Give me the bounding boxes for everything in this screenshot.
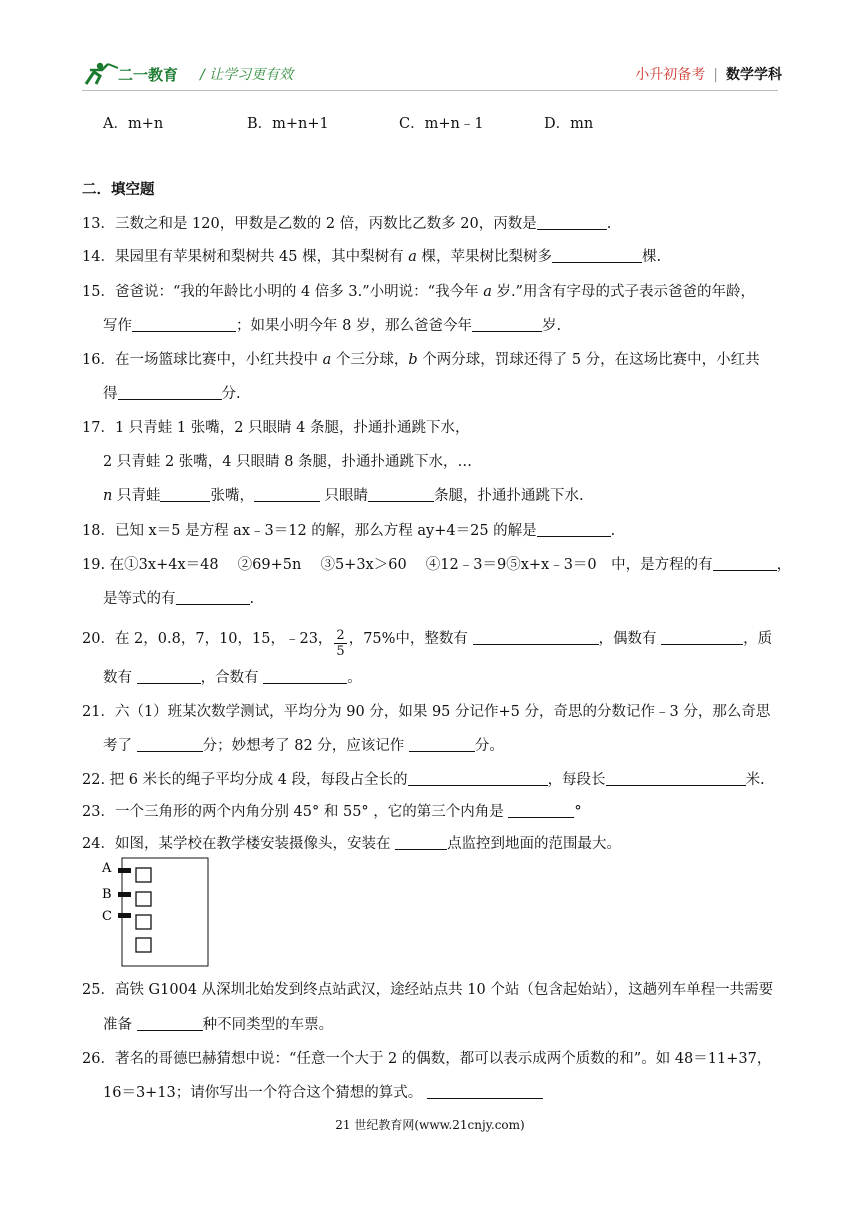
q19-blank-2[interactable] — [176, 590, 250, 605]
building-camera-diagram — [100, 856, 210, 968]
question-22 — [82, 768, 765, 789]
option-d: D．mn — [544, 116, 594, 132]
question-24 — [82, 832, 621, 853]
q20-fraction — [334, 628, 346, 659]
q20-text-g: 。 — [347, 670, 362, 686]
q20-blank-3[interactable] — [137, 669, 201, 684]
q17-var: n — [103, 488, 113, 504]
q20-blank-1[interactable] — [473, 630, 599, 645]
q17-text-b: 张嘴， — [210, 488, 254, 504]
q23-text-b: ° — [574, 804, 582, 820]
q21-text-c: 分。 — [474, 738, 504, 754]
q19-text-b: ， — [776, 557, 792, 573]
q16-text-e: 分. — [221, 386, 241, 402]
logo-icon — [82, 58, 192, 88]
page-footer: 21 世纪教育网(www.21cnjy.com) — [335, 1118, 525, 1132]
option-c: C．m+n﹣1 — [399, 116, 484, 132]
q15-blank-2[interactable] — [472, 317, 542, 332]
q20-text-b: ，75%中，整数有 — [348, 631, 473, 647]
q16-blank[interactable] — [118, 385, 222, 400]
question-14 — [82, 245, 661, 266]
q17-text-c: 只眼睛 — [319, 488, 369, 504]
q18-end: . — [610, 523, 616, 539]
q16-var-a: a — [322, 352, 332, 368]
q20-text-a: 20．在 2，0.8，7，10，15，﹣23， — [82, 631, 333, 647]
q13-blank[interactable] — [537, 215, 607, 230]
q25-text-b: 种不同类型的车票。 — [202, 1017, 334, 1033]
q15-text-e: 岁. — [541, 318, 562, 334]
question-13 — [82, 212, 611, 233]
q16-text-d: 得 — [103, 386, 118, 402]
header-tag-left: 小升初备考 — [635, 67, 706, 83]
q15-text-b: 岁.”用含有字母的式子表示爸爸的年龄， — [491, 284, 755, 300]
q15-text-c: 写作 — [103, 318, 132, 334]
q23-blank[interactable] — [508, 803, 574, 818]
q17-text-d: 条腿，扑通扑通跳下水. — [434, 488, 584, 504]
q14-end: 棵. — [642, 249, 662, 265]
q16-text-c: 个两分球，罚球还得了 5 分，在这场比赛中，小红共 — [417, 352, 760, 368]
svg-text:二一教育: 二一教育 — [118, 66, 179, 84]
label-c: C — [102, 909, 112, 924]
question-21-line-2 — [103, 734, 504, 755]
header-tags — [635, 64, 782, 84]
q20-blank-4[interactable] — [263, 669, 347, 684]
question-20-line-2 — [103, 666, 362, 687]
header-divider — [82, 90, 778, 91]
header-tag-right: 数学学科 — [726, 67, 782, 83]
q26-text: 16＝3+13；请你写出一个符合这个猜想的算式。 — [103, 1085, 427, 1101]
q14-text-a: 14．果园里有苹果树和梨树共 45 棵，其中梨树有 — [82, 249, 409, 265]
q19-text-d: . — [249, 591, 255, 607]
q15-blank-1[interactable] — [132, 317, 236, 332]
question-25-line-2 — [103, 1013, 333, 1034]
q13-text: 13．三数之和是 120，甲数是乙数的 2 倍，丙数比乙数多 20，丙数是 — [82, 216, 537, 232]
page-header — [82, 58, 782, 88]
question-23 — [82, 800, 582, 821]
q14-blank[interactable] — [552, 248, 642, 263]
fraction-denominator: 5 — [336, 644, 345, 659]
question-15-line-2 — [103, 314, 561, 335]
q21-blank-1[interactable] — [137, 737, 203, 752]
q22-blank-2[interactable] — [606, 771, 746, 786]
q19-text-a: 19. 在①3x+4x＝48 ②69+5n ③5+3x＞60 ④12﹣3＝9⑤x+x﹣3＝0 中，是方程的有 — [82, 557, 713, 573]
q20-text-f: ，合数有 — [200, 670, 264, 686]
q20-blank-2[interactable] — [661, 630, 743, 645]
question-17-line-1: 17．1 只青蛙 1 张嘴，2 只眼睛 4 条腿，扑通扑通跳下水， — [82, 420, 470, 436]
q25-blank[interactable] — [137, 1016, 203, 1031]
q24-blank[interactable] — [395, 835, 447, 850]
q15-var: a — [483, 284, 492, 300]
header-separator: | — [713, 67, 718, 83]
q24-text-b: 点监控到地面的范围最大。 — [447, 836, 622, 852]
question-21-line-1: 21．六（1）班某次数学测试，平均分为 90 分，如果 95 分记作+5 分，奇思的分数记作﹣3 分，那么奇思 — [82, 704, 771, 720]
header-slogan: / 让学习更有效 — [200, 67, 294, 83]
question-26-line-2 — [103, 1081, 543, 1102]
q21-text-a: 考了 — [103, 738, 137, 754]
q20-text-c: ，偶数有 — [598, 631, 662, 647]
question-19-line-2 — [103, 587, 254, 608]
q23-text-a: 23．一个三角形的两个内角分别 45° 和 55° ，它的第三个内角是 — [82, 804, 509, 820]
q18-blank[interactable] — [537, 522, 611, 537]
q22-blank-1[interactable] — [408, 771, 548, 786]
q21-blank-2[interactable] — [409, 737, 475, 752]
section-title: 二．填空题 — [82, 181, 155, 198]
q20-text-d: ，质 — [743, 631, 773, 647]
option-a: A．m+n — [103, 116, 164, 132]
q16-text-b: 个三分球， — [331, 352, 409, 368]
q14-var: a — [408, 249, 417, 265]
question-17-line-2: 2 只青蛙 2 张嘴，4 只眼睛 8 条腿，扑通扑通跳下水，… — [103, 454, 473, 470]
q16-var-b: b — [408, 352, 418, 368]
question-15-line-1 — [82, 280, 755, 301]
fraction-numerator: 2 — [336, 628, 345, 643]
q17-blank-3[interactable] — [368, 487, 434, 502]
question-19-line-1 — [82, 553, 791, 574]
question-16-line-2 — [103, 382, 241, 403]
q24-text-a: 24．如图，某学校在教学楼安装摄像头，安装在 — [82, 836, 396, 852]
q17-blank-2[interactable] — [254, 487, 320, 502]
q22-text-b: ，每段长 — [547, 772, 606, 788]
question-18 — [82, 519, 615, 540]
question-20-line-1 — [82, 627, 772, 659]
q15-text-a: 15．爸爸说：“我的年龄比小明的 4 倍多 3.”小明说：“我今年 — [82, 284, 484, 300]
q26-blank[interactable] — [427, 1084, 543, 1099]
q21-text-b: 分；妙想考了 82 分，应该记作 — [202, 738, 409, 754]
question-25-line-1: 25．高铁 G1004 从深圳北始发到终点站武汉，途经站点共 10 个站（包含起始站），这趟列车单程一共需要 — [82, 982, 774, 998]
question-26-line-1: 26．著名的哥德巴赫猜想中说：“任意一个大于 2 的偶数，都可以表示成两个质数的和”。如 48＝11+37， — [82, 1051, 772, 1067]
q19-blank-1[interactable] — [713, 556, 777, 571]
q15-text-d: ；如果小明今年 8 岁，那么爸爸今年 — [236, 318, 472, 334]
q14-text-b: 棵，苹果树比梨树多 — [416, 249, 552, 265]
q16-text-a: 16．在一场篮球比赛中，小红共投中 — [82, 352, 323, 368]
q17-blank-1[interactable] — [160, 487, 210, 502]
q20-text-e: 数有 — [103, 670, 137, 686]
label-b: B — [102, 887, 112, 902]
q25-text-a: 准备 — [103, 1017, 137, 1033]
q17-text-a: 只青蛙 — [112, 488, 161, 504]
question-16-line-1 — [82, 348, 760, 369]
q13-end: . — [606, 216, 612, 232]
label-a: A — [102, 861, 112, 876]
question-17-line-3 — [103, 484, 584, 505]
q22-text-a: 22. 把 6 米长的绳子平均分成 4 段，每段占全长的 — [82, 772, 408, 788]
q19-text-c: 是等式的有 — [103, 591, 176, 607]
q18-text: 18．已知 x＝5 是方程 ax﹣3＝12 的解，那么方程 ay+4＝25 的解是 — [82, 523, 537, 539]
option-b: B．m+n+1 — [247, 116, 329, 132]
q22-text-c: 米. — [745, 772, 765, 788]
